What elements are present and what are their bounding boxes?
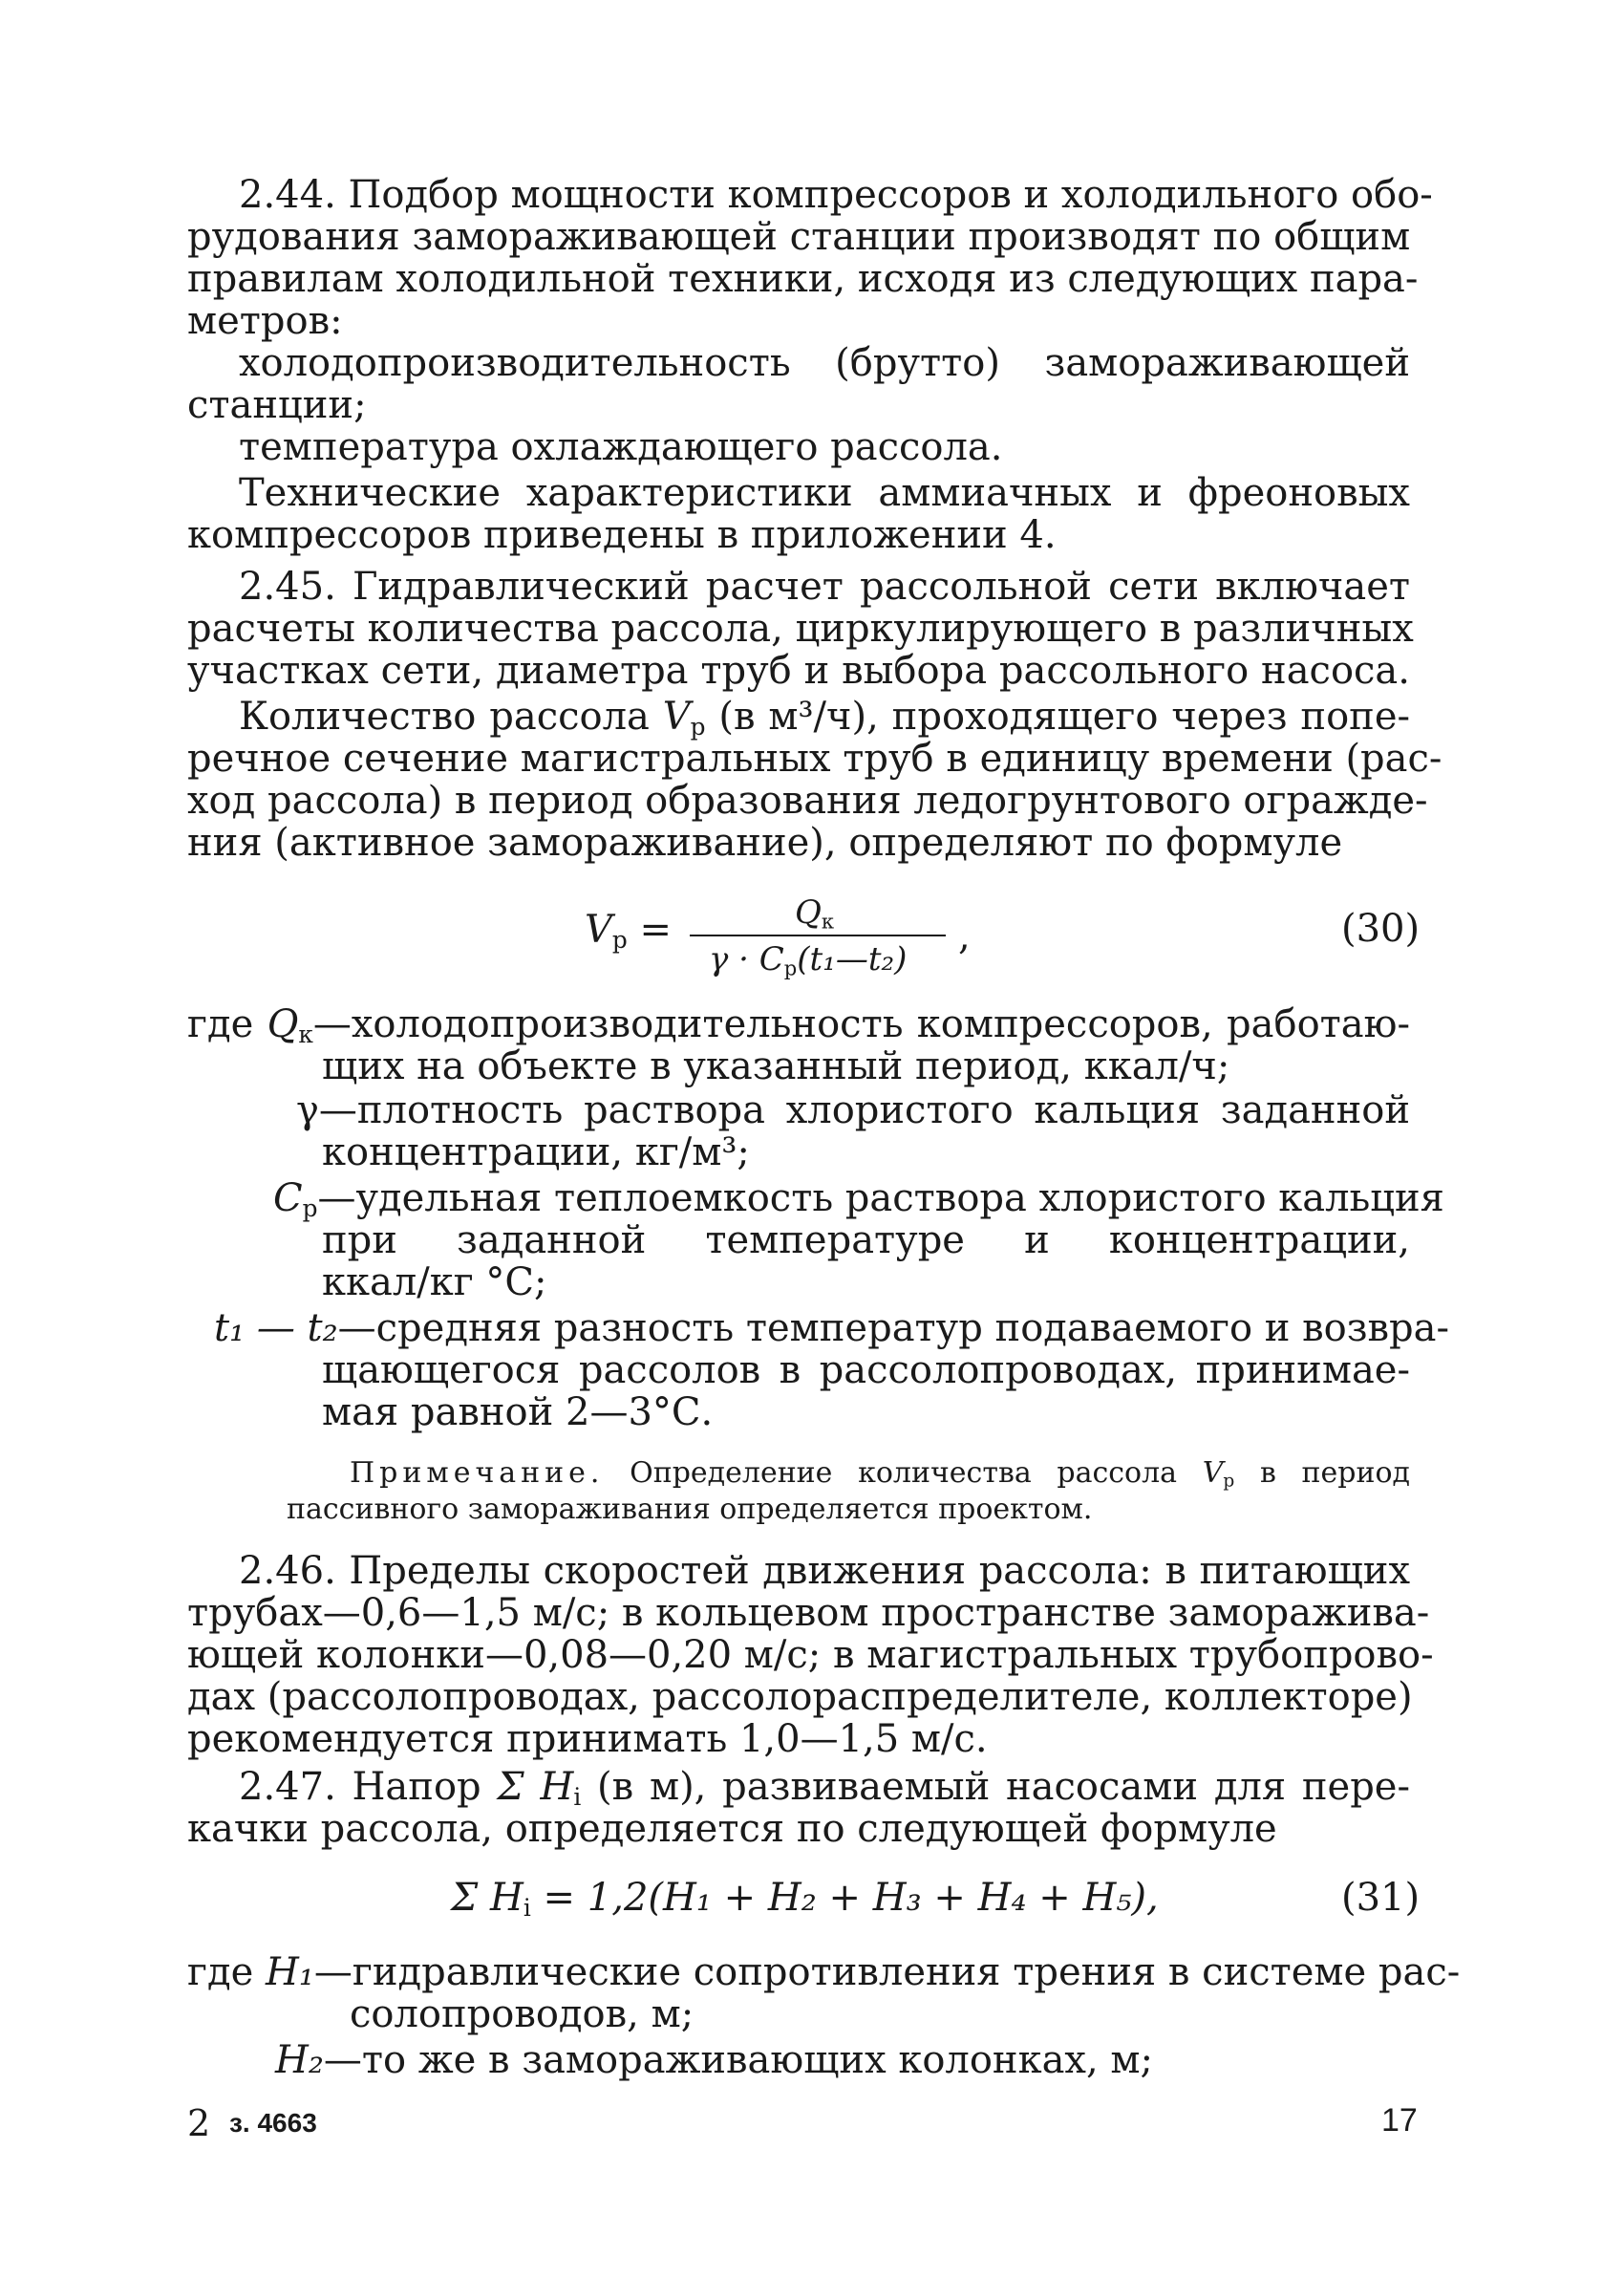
symbol-v: V xyxy=(662,695,691,739)
text-run: в период xyxy=(1234,1456,1410,1490)
paragraph-2-45-line-2: расчеты количества рассола, циркулирующего в различных xyxy=(187,607,1414,651)
where-line-6: при заданной температуре и концентрации, xyxy=(322,1218,1410,1262)
text-run: —холодопроизводительность компрессоров, работаю- xyxy=(312,1002,1410,1046)
formula-30-lhs xyxy=(585,906,672,964)
where-31-line-3 xyxy=(187,2039,1410,2081)
list-item-line-1: холодопроизводительность (брутто) замораживающей xyxy=(239,341,1410,385)
subscript-k: к xyxy=(298,1021,313,1049)
formula-symbol: Σ H xyxy=(451,1876,524,1920)
paragraph-2-44-line-4: метров: xyxy=(187,299,343,343)
signature-mark: 2 xyxy=(187,2102,211,2144)
subscript-p: р xyxy=(302,1194,318,1223)
symbol-h2: H₂ xyxy=(275,2038,324,2082)
page-number: 17 xyxy=(1381,2102,1418,2139)
subscript-p: р xyxy=(690,713,706,742)
formula-rhs: = 1,2(H₁ + H₂ + H₃ + H₄ + H₅), xyxy=(530,1876,1159,1920)
paragraph-2-44-line-2: рудования замораживающей станции производят по общим xyxy=(187,215,1411,259)
note-label: Примечание. xyxy=(350,1456,605,1490)
symbol-h1: H₁ xyxy=(265,1950,314,1994)
paragraph-2-46-line-3: ющей колонки—0,08—0,20 м/с; в магистральных трубопрово- xyxy=(187,1633,1434,1677)
formula-symbol: γ · C xyxy=(709,940,784,978)
text-run: —то же в замораживающих колонках, м; xyxy=(323,2038,1154,2082)
formula-subscript: р xyxy=(783,956,798,980)
paragraph-2-47-line-2: качки рассола, определяется по следующей формуле xyxy=(187,1807,1277,1851)
where-line-10: мая равной 2—3°С. xyxy=(322,1390,714,1434)
paragraph-2-46-line-1: 2.46. Пределы скоростей движения рассола: в питающих xyxy=(239,1549,1410,1593)
paragraph-2-46-line-2: трубах—0,6—1,5 м/с; в кольцевом пространстве заморажива- xyxy=(187,1591,1430,1635)
text-run: Определение количества рассола xyxy=(604,1456,1203,1490)
paragraph-2-45-line-3: участках сети, диаметра труб и выбора рассольного насоса. xyxy=(187,649,1410,693)
where-31-line-1 xyxy=(187,1950,1461,1994)
list-item-line-2: станции; xyxy=(187,383,367,427)
where-line-8 xyxy=(187,1306,1450,1350)
text-run: —гидравлические сопротивления трения в системе рас- xyxy=(313,1950,1461,1994)
formula-subscript: к xyxy=(821,909,835,934)
paragraph-2-44-line-3: правилам холодильной техники, исходя из следующих пара- xyxy=(187,257,1419,301)
text-run: —удельная теплоемкость раствора хлористого кальция xyxy=(317,1176,1444,1220)
paragraph-2-46-line-4: дах (рассолопроводах, рассолораспределителе, коллекторе) xyxy=(187,1675,1413,1719)
formula-30-comma: , xyxy=(958,914,971,958)
text-run: —средняя разность температур подаваемого и возвра- xyxy=(337,1306,1450,1350)
paragraph-tech-line-1: Технические характеристики аммиачных и фреоновых xyxy=(239,471,1410,515)
subscript-p: р xyxy=(1223,1471,1235,1492)
fraction-bar xyxy=(690,935,946,936)
paragraph-tech-line-2: компрессоров приведены в приложении 4. xyxy=(187,513,1057,557)
subscript-i: i xyxy=(573,1783,582,1812)
formula-subscript: i xyxy=(523,1894,531,1923)
text-run: где xyxy=(187,1950,266,1994)
formula-symbol: (t₁—t₂) xyxy=(797,940,908,978)
formula-symbol: Q xyxy=(795,893,822,932)
symbol-t-diff: t₁ — t₂ xyxy=(214,1306,338,1350)
formula-30-denominator xyxy=(709,940,907,987)
text-run: (в м³/ч), проходящего через попе- xyxy=(705,695,1410,739)
list-item-line-3: температура охлаждающего рассола. xyxy=(239,425,1003,469)
paragraph-brine-line-3: ход рассола) в период образования ледогрунтового огражде- xyxy=(187,779,1428,823)
where-line-2: щих на объекте в указанный период, ккал/ч; xyxy=(322,1044,1230,1088)
paragraph-2-46-line-5: рекомендуется принимать 1,0—1,5 м/с. xyxy=(187,1717,988,1761)
equation-number-31: (31) xyxy=(1341,1876,1421,1920)
paragraph-2-44-line-1: 2.44. Подбор мощности компрессоров и холодильного обо- xyxy=(239,173,1433,217)
symbol-q: Q xyxy=(267,1002,299,1046)
order-number: з. 4663 xyxy=(229,2108,317,2138)
formula-30-numerator xyxy=(795,893,834,940)
where-line-4: концентрации, кг/м³; xyxy=(322,1130,750,1174)
formula-symbol: V xyxy=(585,908,612,952)
paragraph-brine-line-4: ния (активное замораживание), определяют по формуле xyxy=(187,821,1343,865)
where-line-9: щающегося рассолов в рассолопроводах, принимае- xyxy=(322,1348,1410,1392)
paragraph-brine-line-2: речное сечение магистральных труб в единицу времени (рас- xyxy=(187,737,1442,781)
note-line-2: пассивного замораживания определяется проектом. xyxy=(287,1493,1093,1526)
text-run: где xyxy=(187,1002,267,1046)
text-run: Количество рассола xyxy=(239,695,663,739)
equation-number-30: (30) xyxy=(1341,907,1421,951)
where-line-7: ккал/кг °С; xyxy=(322,1260,547,1304)
where-31-line-2: солопроводов, м; xyxy=(350,1992,694,2036)
symbol-c: C xyxy=(273,1176,303,1220)
formula-31 xyxy=(451,1875,1159,1931)
where-line-3: γ—плотность раствора хлористого кальция заданной xyxy=(296,1088,1410,1132)
symbol-v: V xyxy=(1202,1456,1224,1490)
symbol-sum-h: Σ H xyxy=(497,1765,574,1809)
paragraph-2-45-line-1: 2.45. Гидравлический расчет рассольной сети включает xyxy=(239,565,1410,609)
formula-subscript: р xyxy=(611,926,628,955)
text-run: (в м), развиваемый насосами для пере- xyxy=(581,1765,1410,1809)
equals-sign: = xyxy=(639,908,672,952)
text-run: 2.47. Напор xyxy=(239,1765,498,1809)
